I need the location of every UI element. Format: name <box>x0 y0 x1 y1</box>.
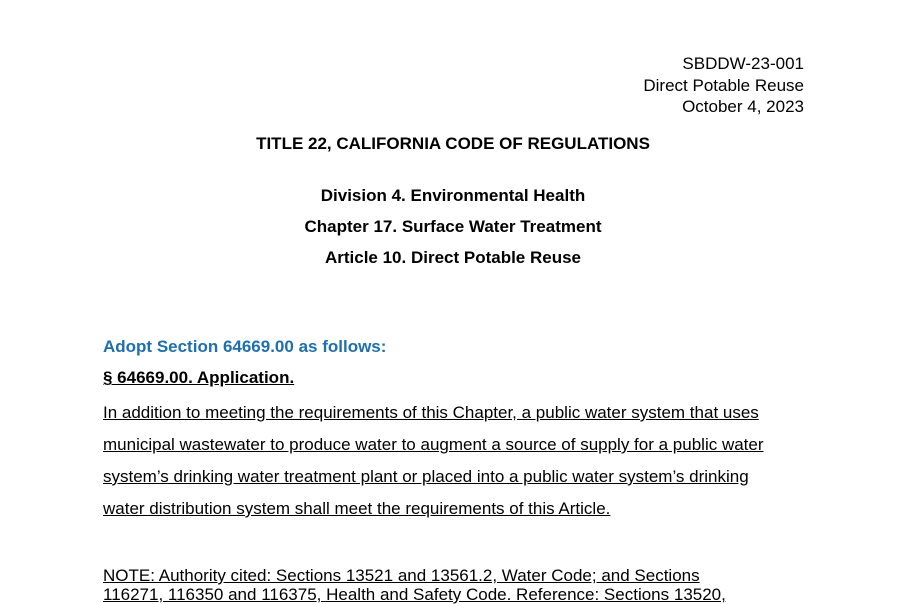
paragraph-line: municipal wastewater to produce water to augment a source of supply for a public water <box>103 435 764 454</box>
paragraph-line: water distribution system shall meet the requirements of this Article. <box>103 499 611 518</box>
regulation-title: TITLE 22, CALIFORNIA CODE OF REGULATIONS <box>256 134 650 153</box>
chapter-heading: Chapter 17. Surface Water Treatment <box>304 217 602 236</box>
section-heading: § 64669.00. Application. <box>103 368 295 387</box>
document-header <box>643 53 804 118</box>
document-subject: Direct Potable Reuse <box>643 75 804 95</box>
document-date: October 4, 2023 <box>682 97 804 116</box>
authority-note <box>103 566 823 604</box>
regulation-headings <box>0 186 900 279</box>
document-id: SBDDW-23-001 <box>682 54 804 73</box>
note-line: NOTE: Authority cited: Sections 13521 and 13561.2, Water Code; and Sections <box>103 566 700 585</box>
note-line: 116271, 116350 and 116375, Health and Safety Code. Reference: Sections 13520, <box>103 585 726 604</box>
paragraph-line: system’s drinking water treatment plant or placed into a public water system’s drinking <box>103 467 749 486</box>
adopt-instruction: Adopt Section 64669.00 as follows: <box>103 337 387 356</box>
article-heading: Article 10. Direct Potable Reuse <box>324 248 582 267</box>
paragraph-line: In addition to meeting the requirements of this Chapter, a public water system that uses <box>103 403 759 422</box>
division-heading: Division 4. Environmental Health <box>320 186 586 205</box>
section-paragraph <box>103 397 823 525</box>
